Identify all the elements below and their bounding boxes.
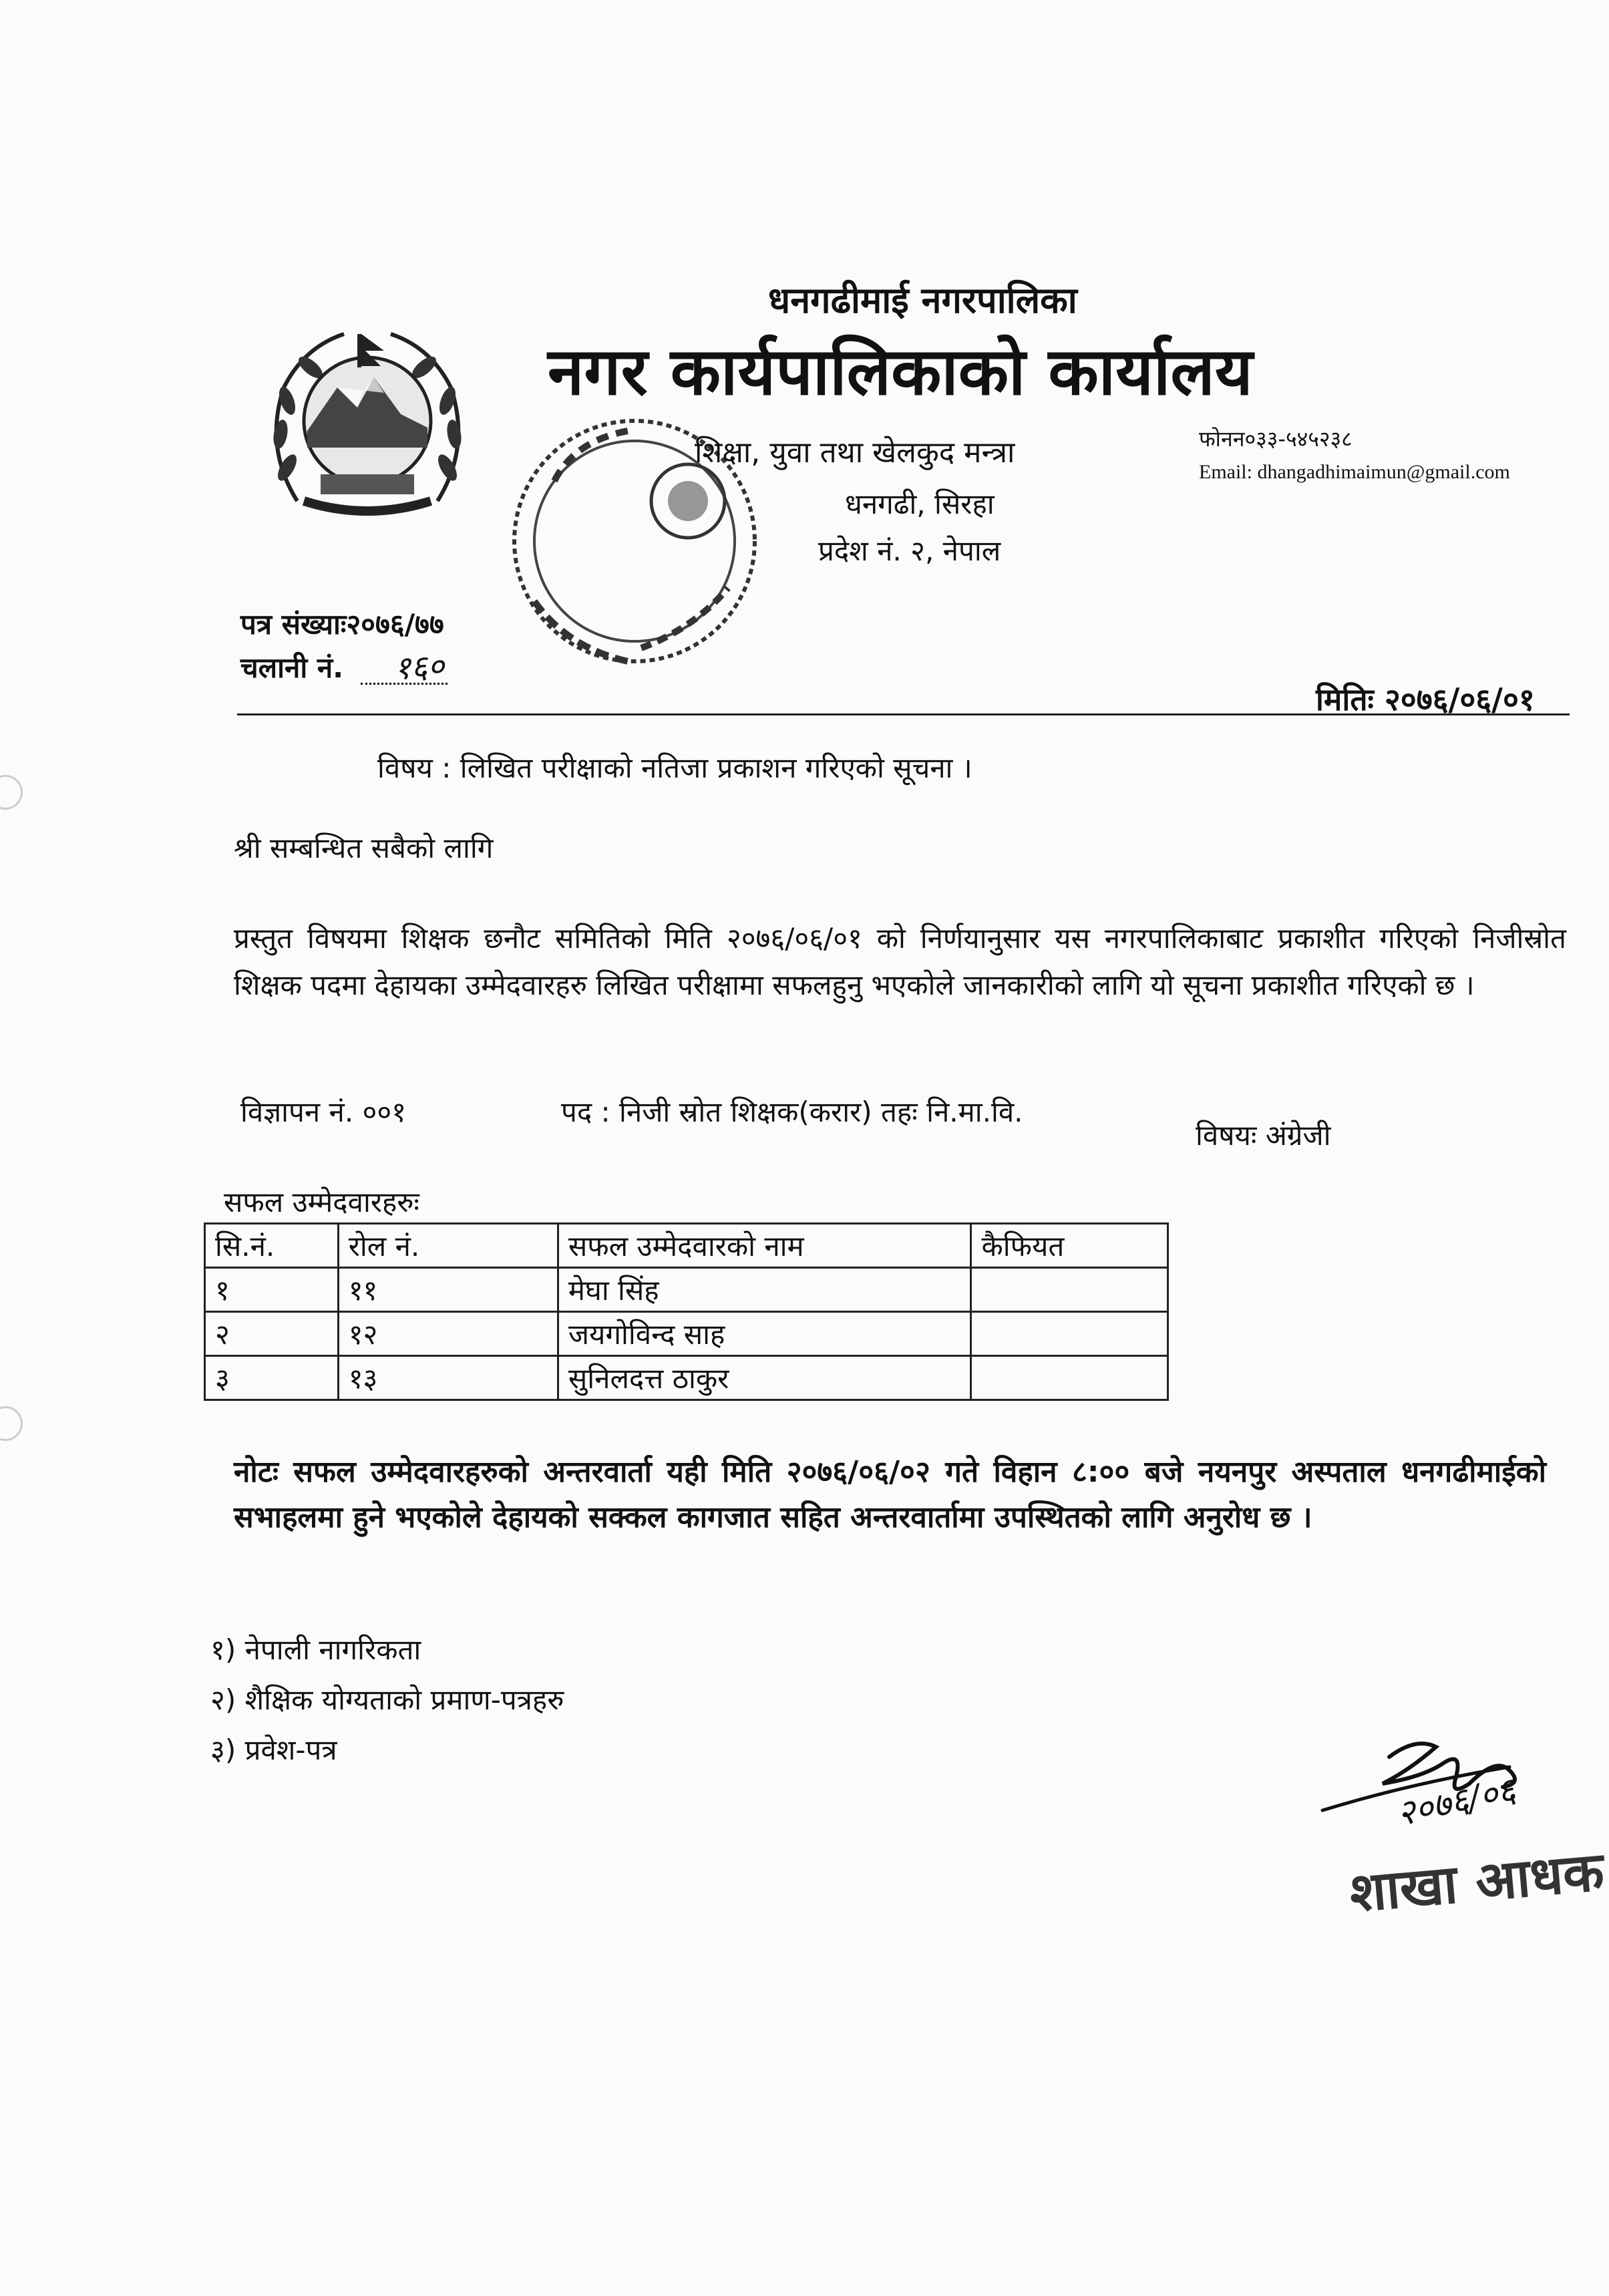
- municipality-name: धनगढीमाई नगरपालिका: [768, 279, 1077, 321]
- table-cell: १३: [338, 1356, 558, 1400]
- letter-salutation: श्री सम्बन्धित सबैको लागि: [234, 832, 494, 864]
- table-cell: ११: [338, 1268, 558, 1312]
- letter-reference-number: पत्र संख्याः२०७६/७७: [240, 608, 444, 641]
- address-line-2: प्रदेश नं. २, नेपाल: [818, 534, 1001, 567]
- table-cell: सुनिलदत्त ठाकुर: [558, 1356, 971, 1400]
- vacancy-post: पद : निजी स्रोत शिक्षक(करार) तहः नि.मा.वि.: [561, 1096, 1023, 1128]
- signature-date: २०७६/०६: [1393, 1770, 1519, 1834]
- department-name: शिक्षा, युवा तथा खेलकुद मन्त्रा: [695, 436, 1015, 470]
- requirement-item: ३) प्रवेश-पत्र: [210, 1734, 337, 1766]
- email-address: Email: dhangadhimaimun@gmail.com: [1199, 461, 1510, 483]
- letter-subject: विषय : लिखित परीक्षाको नतिजा प्रकाशन गरिएको सूचना ।: [377, 752, 972, 784]
- table-cell: मेघा सिंह: [558, 1268, 971, 1312]
- table-cell: १: [205, 1268, 339, 1312]
- table-header-cell: रोल नं.: [338, 1224, 558, 1268]
- table-cell: जयगोविन्द साह: [558, 1312, 971, 1356]
- table-cell: ३: [205, 1356, 339, 1400]
- address-line-1: धनगढी, सिरहा: [845, 488, 995, 520]
- office-title: नगर कार्यपालिकाको कार्यालय: [548, 334, 1253, 410]
- table-cell: [971, 1356, 1168, 1400]
- letter-body-paragraph: प्रस्तुत विषयमा शिक्षक छनौट समितिको मिति २०७६/०६/०१ को निर्णयानुसार यस नगरपालिकाबाट प्रकाशीत गरिएको निजीस्रोत शिक्षक पदमा देहायका उम्मेदवारहरु लिखित परीक्षामा सफलहुनु भएकोले जानकारीको लागि यो सूचना प्रकाशीत गरिएको छ ।: [234, 922, 1566, 1001]
- table-cell: [971, 1312, 1168, 1356]
- nepal-emblem-logo: [257, 314, 478, 534]
- interview-note: नोटः सफल उम्मेदवारहरुको अन्तरवार्ता यही मिति २०७६/०६/०२ गते विहान ८:०० बजे नयनपुर अस्पताल धनगढीमाईको सभाहलमा हुने भएकोले देहायको सक्कल कागजात सहित अन्तरवार्तामा उपस्थितको लागि अनुरोध छ ।: [234, 1455, 1546, 1534]
- table-header-cell: कैफियत: [971, 1224, 1168, 1268]
- phone-number: फोनन०३३-५४५२३८: [1199, 426, 1353, 452]
- table-header-cell: सि.नं.: [205, 1224, 339, 1268]
- vacancy-subject: विषयः अंग्रेजी: [1196, 1119, 1331, 1152]
- punch-hole: [0, 775, 23, 810]
- table-header-row: [205, 1224, 1168, 1268]
- signatory-role-stamp: शाखा आधक: [1347, 1840, 1607, 1925]
- table-cell: २: [205, 1312, 339, 1356]
- dispatch-number-label: चलानी नं.: [240, 651, 344, 684]
- results-title: सफल उम्मेदवारहरुः: [224, 1186, 419, 1218]
- letter-date: मितिः २०७६/०६/०१: [1316, 681, 1535, 717]
- results-table: [204, 1222, 1169, 1401]
- table-row: [205, 1356, 1168, 1400]
- requirement-item: १) नेपाली नागरिकता: [210, 1633, 421, 1666]
- requirement-item: २) शैक्षिक योग्यताको प्रमाण-पत्रहरु: [210, 1683, 564, 1716]
- header-divider: [237, 713, 1570, 715]
- table-cell: [971, 1268, 1168, 1312]
- table-cell: १२: [338, 1312, 558, 1356]
- table-row: [205, 1268, 1168, 1312]
- table-header-cell: सफल उम्मेदवारको नाम: [558, 1224, 971, 1268]
- dispatch-number-handwritten: १६०: [393, 647, 445, 687]
- table-row: [205, 1312, 1168, 1356]
- vacancy-number: विज्ञापन नं. ००१: [240, 1096, 407, 1128]
- punch-hole: [0, 1406, 23, 1441]
